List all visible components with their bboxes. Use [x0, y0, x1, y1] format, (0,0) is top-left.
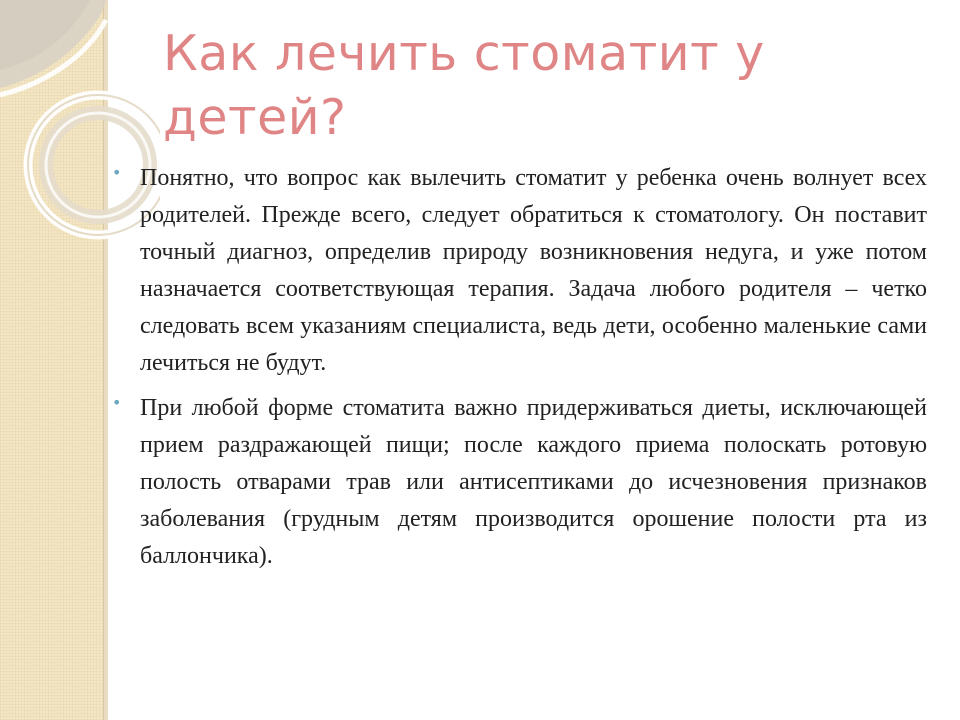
bullet-list	[112, 160, 927, 583]
slide-title: Как лечить стоматит у детей?	[163, 25, 765, 146]
bullet-text: Понятно, что вопрос как вылечить стоматит у ребенка очень волнует всех родителей. Прежде всего, следует обратиться к стоматологу. Он поставит точный диагноз, определив природу возникновения недуга, и уже потом назначается соответствующая терапия. Задача любого родителя – четко следовать всем указаниям специалиста, ведь дети, особенно маленькие сами лечиться не будут.	[140, 165, 927, 376]
bullet-dot-icon: •	[112, 163, 122, 182]
bullet-item	[112, 160, 927, 382]
bullet-text: При любой форме стоматита важно придерживаться диеты, исключающей прием раздражающей пищи; после каждого приема полоскать ротовую полость отварами трав или антисептиками до исчезновения признаков заболевания (грудным детям производится орошение полости рта из баллончика).	[140, 395, 927, 569]
bullet-dot-icon: •	[112, 393, 122, 412]
bullet-item	[112, 390, 927, 575]
